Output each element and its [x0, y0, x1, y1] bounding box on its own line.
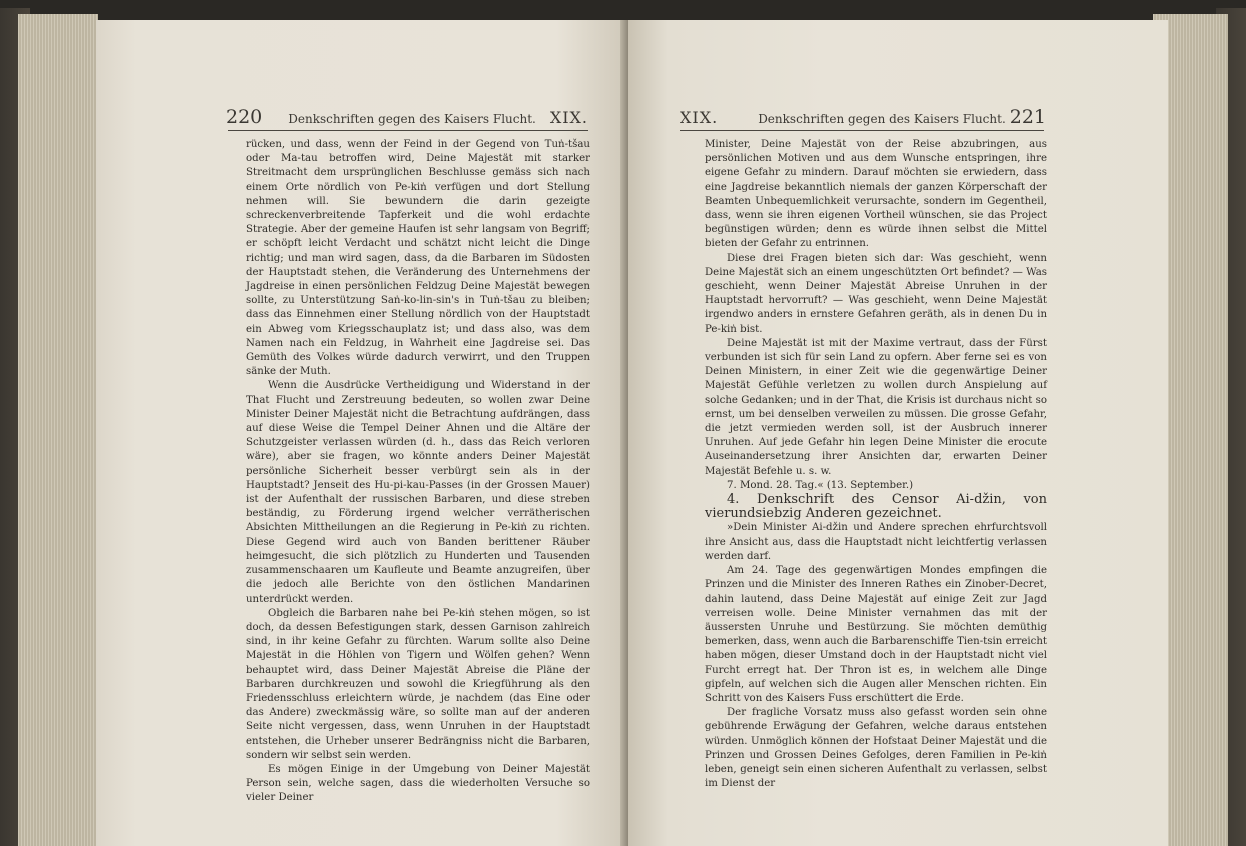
left-page-text	[246, 138, 590, 806]
right-paragraph: »Dein Minister Ai-džin und Andere sprechen ehrfurchtsvoll ihre Ansicht aus, dass die Hauptstadt nicht leichtfertig verlassen werden darf.	[705, 522, 1047, 562]
right-header-rule	[680, 130, 1044, 131]
left-paragraph: Es mögen Einige in der Umgebung von Deiner Majestät Person sein, welche sagen, dass die wiederholten Versuche so vieler Deiner	[246, 763, 590, 804]
left-header-rule	[228, 130, 588, 131]
left-page-header	[226, 106, 588, 128]
right-running-title: Denkschriften gegen des Kaisers Flucht.	[758, 112, 1006, 126]
page-edges-left	[18, 14, 98, 846]
left-chapter-number: XIX.	[549, 108, 588, 127]
right-chapter-number: XIX.	[680, 108, 719, 127]
right-date-line: 7. Mond. 28. Tag.« (13. September.)	[727, 479, 914, 491]
left-page-number: 220	[226, 106, 263, 128]
right-paragraph: Deine Majestät ist mit der Maxime vertraut, dass der Fürst verbunden ist sich für sein Land zu opfern. Aber ferne sei es von Deinen Ministern, in einer Zeit wie die gegenwärtige Deiner Majestät Gefühle verletzen zu wollen durch Anspielung auf solche Gedanken; und in der That, die Krisis ist durchaus nicht so ernst, um bei denselben verweilen zu müssen. Die grosse Gefahr, die jetzt vermieden werden soll, ist der Ausbruch innerer Unruhen. Auf jede Gefahr hin legen Deine Minister die erocute Auseinandersetzung ihrer Ansichten dar, erwarten Deiner Majestät Befehle u. s. w.	[705, 337, 1047, 477]
left-paragraph: Obgleich die Barbaren nahe bei Pe-kiṅ stehen mögen, so ist doch, da dessen Befestigungen stark, dessen Garnison zahlreich sind, in ihr keine Gefahr zu fürchten. Warum sollte also Deine Majestät in die Höhlen von Tigern und Wölfen gehen? Wenn behauptet wird, dass Deiner Majestät Abreise die Pläne der Barbaren durchkreuzen und sowohl die Kriegführung als den Friedensschluss erleichtern würde, je nachdem (das Eine oder das Andere) zweckmässig wäre, so sollte man auf der anderen Seite nicht vergessen, dass, wenn Unruhen in der Hauptstadt entstehen, die Urheber unserer Bedrängniss nicht die Barbaren, sondern wir selbst sein werden.	[246, 607, 590, 761]
right-page-header	[680, 106, 1046, 128]
left-running-title: Denkschriften gegen des Kaisers Flucht.	[288, 112, 536, 126]
left-page	[96, 20, 628, 846]
right-page	[628, 20, 1168, 846]
right-paragraph: Der fragliche Vorsatz muss also gefasst worden sein ohne gebührende Erwägung der Gefahren, welche daraus entstehen würden. Unmöglich können der Hofstaat Deiner Majestät und die Prinzen und Grossen Deines Gefolges, deren Familien in Pe-kiṅ leben, geneigt sein einen sicheren Aufenthalt zu verlassen, selbst im Dienst der	[705, 707, 1047, 790]
section-heading: 4. Denkschrift des Censor Ai-džin, von vierundsiebzig Anderen gezeichnet.	[705, 492, 1047, 522]
right-page-number: 221	[1009, 106, 1046, 128]
right-paragraph: Minister, Deine Majestät von der Reise abzubringen, aus persönlichen Motiven und aus dem Wunsche entspringen, ihre eigene Gefahr zu mindern. Darauf möchten sie erwiedern, dass eine Jagdreise bekanntlich niemals der ganzen Körperschaft der Beamten Unbequemlichkeit verursachte, sondern im Gegentheil, dass, wenn sie ihren eigenen Vortheil wünschen, sie das Project begünstigen würden; denn es würde ihnen selbst die Mittel bieten der Gefahr zu entrinnen.	[705, 139, 1047, 250]
right-paragraph: Diese drei Fragen bieten sich dar: Was geschieht, wenn Deine Majestät sich an einem ungeschützten Ort befindet? — Was geschieht, wenn Deiner Majestät Abreise Unruhen in der Hauptstadt hervorruft? — Was geschieht, wenn Deine Majestät irgendwo anders in ernstere Gefahren geräth, als in denen Du in Pe-kiṅ bist.	[705, 252, 1047, 335]
right-page-text	[705, 138, 1047, 791]
right-paragraph: Am 24. Tage des gegenwärtigen Mondes empfingen die Prinzen und die Minister des Inneren Rathes ein Zinober-Decret, dahin lautend, dass Deine Majestät auf einige Zeit zur Jagd verreisen wolle. Deine Minister vernahmen das mit der äussersten Unruhe und Bestürzung. Sie möchten demüthig bemerken, dass, wenn auch die Barbarenschiffe Tien-tsin erreicht haben mögen, dieser Umstand doch in der Hauptstadt nicht viel Furcht erregt hat. Der Thron ist es, in welchem alle Dinge gipfeln, auf welchen sich die Augen aller Menschen richten. Ein Schritt von des Kaisers Fuss erschüttert die Erde.	[705, 565, 1047, 704]
left-paragraph: rücken, und dass, wenn der Feind in der Gegend von Tuṅ-tšau oder Ma-tau betroffen wird, Deine Majestät mit starker Streitmacht dem ursprünglichen Beschlusse gemäss sich nach einem Orte nördlich von Pe-kiṅ verfügen und dort Stellung nehmen will. Sie bewundern die darin gezeigte schreckenverbreitende Tapferkeit und die wohl erdachte Strategie. Aber der gemeine Haufen ist sehr langsam von Begriff; er schöpft leicht Verdacht und schätzt nicht leicht die Dinge richtig; und man wird sagen, dass, da die Barbaren im Südosten der Hauptstadt stehen, die Veränderung des Unternehmens der Jagdreise in einen persönlichen Feldzug Deine Majestät bewegen sollte, zu Unterstützung Saṅ-ko-lin-sin's in Tuṅ-tšau zu bleiben; dass das Einnehmen einer Stellung nördlich von der Hauptstadt ein Abweg vom Kriegsschauplatz ist; und dass also, was dem Namen nach ein Feldzug, in Wahrheit eine Jagdreise sei. Das Gemüth des Volkes würde dadurch verwirrt, und den Truppen sänke der Muth.	[246, 139, 590, 378]
left-paragraph: Wenn die Ausdrücke Vertheidigung und Widerstand in der That Flucht und Zerstreuung bedeuten, so wollen zwar Deine Minister Deiner Majestät nicht die Betrachtung aufdrängen, dass auf diese Weise die Tempel Deiner Ahnen und die Altäre der Schutzgeister verlassen würden (d. h., dass das Reich verloren wäre), aber sie fragen, wo könnte anders Deiner Majestät persönliche Sicherheit besser verbürgt sein als in der Hauptstadt? Jenseit des Hu-pi-kau-Passes (in der Grossen Mauer) ist der Aufenthalt der russischen Barbaren, und diese streben beständig, zu Förderung irgend welcher verrätherischen Absichten Mittheilungen an die Regierung in Pe-kiṅ zu richten. Diese Gegend wird auch von Banden berittener Räuber heimgesucht, die sich plötzlich zu Hunderten und Tausenden zusammenschaaren um Kaufleute und Beamte anzugreifen, über die jedoch alle Berichte von den östlichen Mandarinen unterdrückt werden.	[246, 380, 590, 605]
